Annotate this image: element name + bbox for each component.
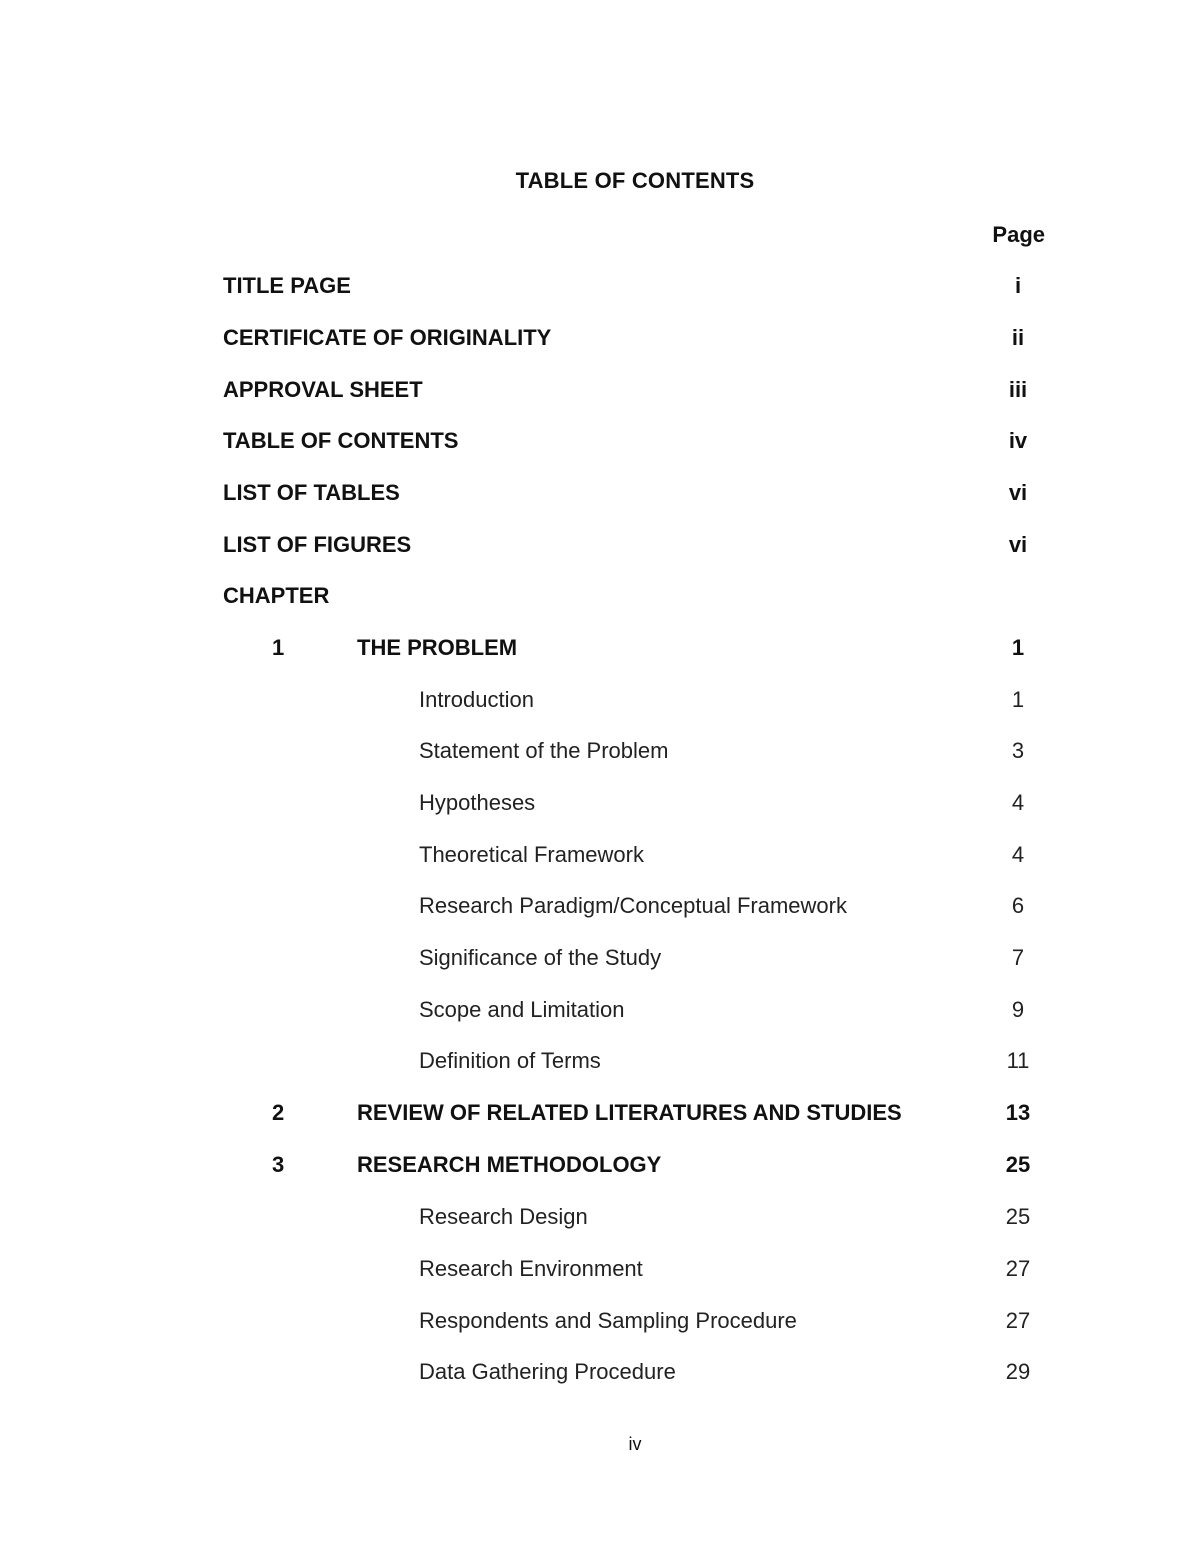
chapter-title: RESEARCH METHODOLOGY [357, 1152, 662, 1177]
toc-section[interactable] [0, 842, 1200, 872]
toc-entry-page: iv [1008, 428, 1028, 453]
toc-entry-label: TABLE OF CONTENTS [223, 428, 459, 453]
toc-entry-approval-sheet[interactable] [0, 377, 1200, 407]
footer-page-number: iv [628, 1434, 642, 1454]
toc-entry-title-page[interactable] [0, 273, 1200, 303]
toc-chapter-1[interactable] [0, 635, 1200, 665]
toc-section[interactable] [0, 687, 1200, 717]
section-page: 6 [1011, 893, 1025, 918]
section-title: Research Environment [419, 1256, 643, 1281]
toc-section[interactable] [0, 1359, 1200, 1389]
toc-entry-label: LIST OF TABLES [223, 480, 400, 505]
toc-section[interactable] [0, 893, 1200, 923]
chapter-page: 1 [1011, 635, 1025, 660]
section-title: Hypotheses [419, 790, 536, 815]
section-page: 1 [1011, 687, 1025, 712]
toc-entry-certificate-of-originality[interactable] [0, 325, 1200, 355]
section-page: 11 [1006, 1048, 1030, 1073]
section-page: 27 [1005, 1308, 1031, 1333]
section-title: Data Gathering Procedure [419, 1359, 676, 1384]
chapter-number: 2 [272, 1100, 285, 1125]
toc-entry-label: CHAPTER [223, 583, 330, 608]
section-title: Significance of the Study [419, 945, 662, 970]
toc-entry-label: LIST OF FIGURES [223, 532, 412, 557]
toc-entry-page: i [1014, 273, 1022, 298]
toc-entry-table-of-contents[interactable] [0, 428, 1200, 458]
section-title: Statement of the Problem [419, 738, 669, 763]
section-title: Scope and Limitation [419, 997, 625, 1022]
toc-section[interactable] [0, 997, 1200, 1027]
toc-entry-list-of-tables[interactable] [0, 480, 1200, 510]
page-column-header: Page [992, 222, 1045, 247]
section-page: 27 [1005, 1256, 1031, 1281]
section-title: Research Design [419, 1204, 588, 1229]
chapter-number: 1 [272, 635, 285, 660]
toc-entry-label: CERTIFICATE OF ORIGINALITY [223, 325, 552, 350]
toc-entry-page: vi [1008, 532, 1028, 557]
chapter-page: 13 [1005, 1100, 1031, 1125]
toc-entry-list-of-figures[interactable] [0, 532, 1200, 562]
toc-chapter-3[interactable] [0, 1152, 1200, 1182]
page-title: TABLE OF CONTENTS [515, 168, 755, 193]
toc-section[interactable] [0, 790, 1200, 820]
section-page: 4 [1011, 842, 1025, 867]
toc-entry-chapter-heading [0, 583, 1200, 613]
toc-section[interactable] [0, 1204, 1200, 1234]
section-page: 3 [1011, 738, 1025, 763]
section-page: 7 [1011, 945, 1025, 970]
toc-chapter-2[interactable] [0, 1100, 1200, 1130]
section-page: 25 [1005, 1204, 1031, 1229]
toc-section[interactable] [0, 945, 1200, 975]
section-page: 9 [1011, 997, 1025, 1022]
section-page: 29 [1005, 1359, 1031, 1384]
chapter-page: 25 [1005, 1152, 1031, 1177]
toc-entry-page: iii [1008, 377, 1028, 402]
chapter-title: REVIEW OF RELATED LITERATURES AND STUDIES [357, 1100, 902, 1125]
chapter-number: 3 [272, 1152, 285, 1177]
toc-section[interactable] [0, 738, 1200, 768]
toc-section[interactable] [0, 1048, 1200, 1078]
section-page: 4 [1011, 790, 1025, 815]
toc-entry-label: TITLE PAGE [223, 273, 351, 298]
toc-entry-page: ii [1011, 325, 1025, 350]
chapter-title: THE PROBLEM [357, 635, 518, 660]
section-title: Introduction [419, 687, 534, 712]
section-title: Definition of Terms [419, 1048, 601, 1073]
section-title: Research Paradigm/Conceptual Framework [419, 893, 847, 918]
toc-section[interactable] [0, 1308, 1200, 1338]
section-title: Theoretical Framework [419, 842, 644, 867]
section-title: Respondents and Sampling Procedure [419, 1308, 797, 1333]
toc-entry-label: APPROVAL SHEET [223, 377, 423, 402]
toc-entry-page: vi [1008, 480, 1028, 505]
toc-section[interactable] [0, 1256, 1200, 1286]
